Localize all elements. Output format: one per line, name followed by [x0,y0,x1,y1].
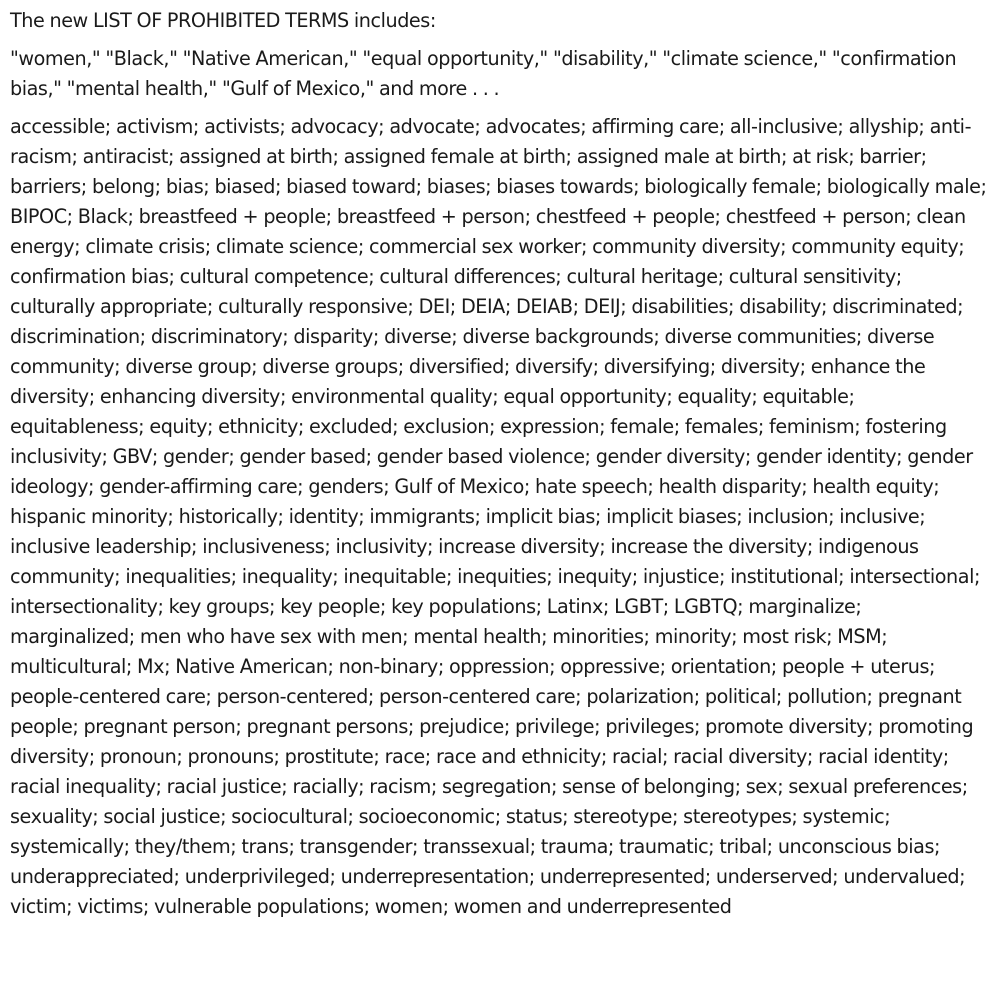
intro-heading: The new LIST OF PROHIBITED TERMS includes: [10,9,436,32]
highlighted-terms: "women," "Black," "Native American," "equal opportunity," "disability," "climate science," "confirmation bias," "mental health," "Gulf of Mexico," and more . . . [10,47,957,100]
prohibited-terms-list: accessible; activism; activists; advocacy; advocate; advocates; affirming care; all-inclusive; allyship; anti-racism; antiracist; assigned at birth; assigned female at birth; assigned male at birth; at risk; barrier; barriers; belong; bias; biased; biased toward; biases; biases towards; biologically female; biologically male; BIPOC; Black; breastfeed + people; breastfeed + person; chestfeed + people; chestfeed + person; clean energy; climate crisis; climate science; commercial sex worker; community diversity; community equity; confirmation bias; cultural competence; cultural differences; cultural heritage; cultural sensitivity; culturally appropriate; culturally responsive; DEI; DEIA; DEIAB; DEIJ; disabilities; disability; discriminated; discrimination; discriminatory; disparity; diverse; diverse backgrounds; diverse communities; diverse community; diverse group; diverse groups; diversified; diversify; diversifying; diversity; enhance the diversity; enhancing diversity; environmental quality; equal opportunity; equality; equitable; equitableness; equity; ethnicity; excluded; exclusion; expression; female; females; feminism; fostering inclusivity; GBV; gender; gender based; gender based violence; gender diversity; gender identity; gender ideology; gender-affirming care; genders; Gulf of Mexico; hate speech; health disparity; health equity; hispanic minority; historically; identity; immigrants; implicit bias; implicit biases; inclusion; inclusive; inclusive leadership; inclusiveness; inclusivity; increase diversity; increase the diversity; indigenous community; inequalities; inequality; inequitable; inequities; inequity; injustice; institutional; intersectional; intersectionality; key groups; key people; key populations; Latinx; LGBT; LGBTQ; marginalize; marginalized; men who have sex with men; mental health; minorities; minority; most risk; MSM; multicultural; Mx; Native American; non-binary; oppression; oppressive; orientation; people + uterus; people-centered care; person-centered; person-centered care; polarization; political; pollution; pregnant people; pregnant person; pregnant persons; prejudice; privilege; privileges; promote diversity; promoting diversity; pronoun; pronouns; prostitute; race; race and ethnicity; racial; racial diversity; racial identity; racial inequality; racial justice; racially; racism; segregation; sense of belonging; sex; sexual preferences; sexuality; social justice; sociocultural; socioeconomic; status; stereotype; stereotypes; systemic; systemically; they/them; trans; transgender; transsexual; trauma; traumatic; tribal; unconscious bias; underappreciated; underprivileged; underrepresentation; underrepresented; underserved; undervalued; victim; victims; vulnerable populations; women; women and underrepresented [10,115,987,918]
